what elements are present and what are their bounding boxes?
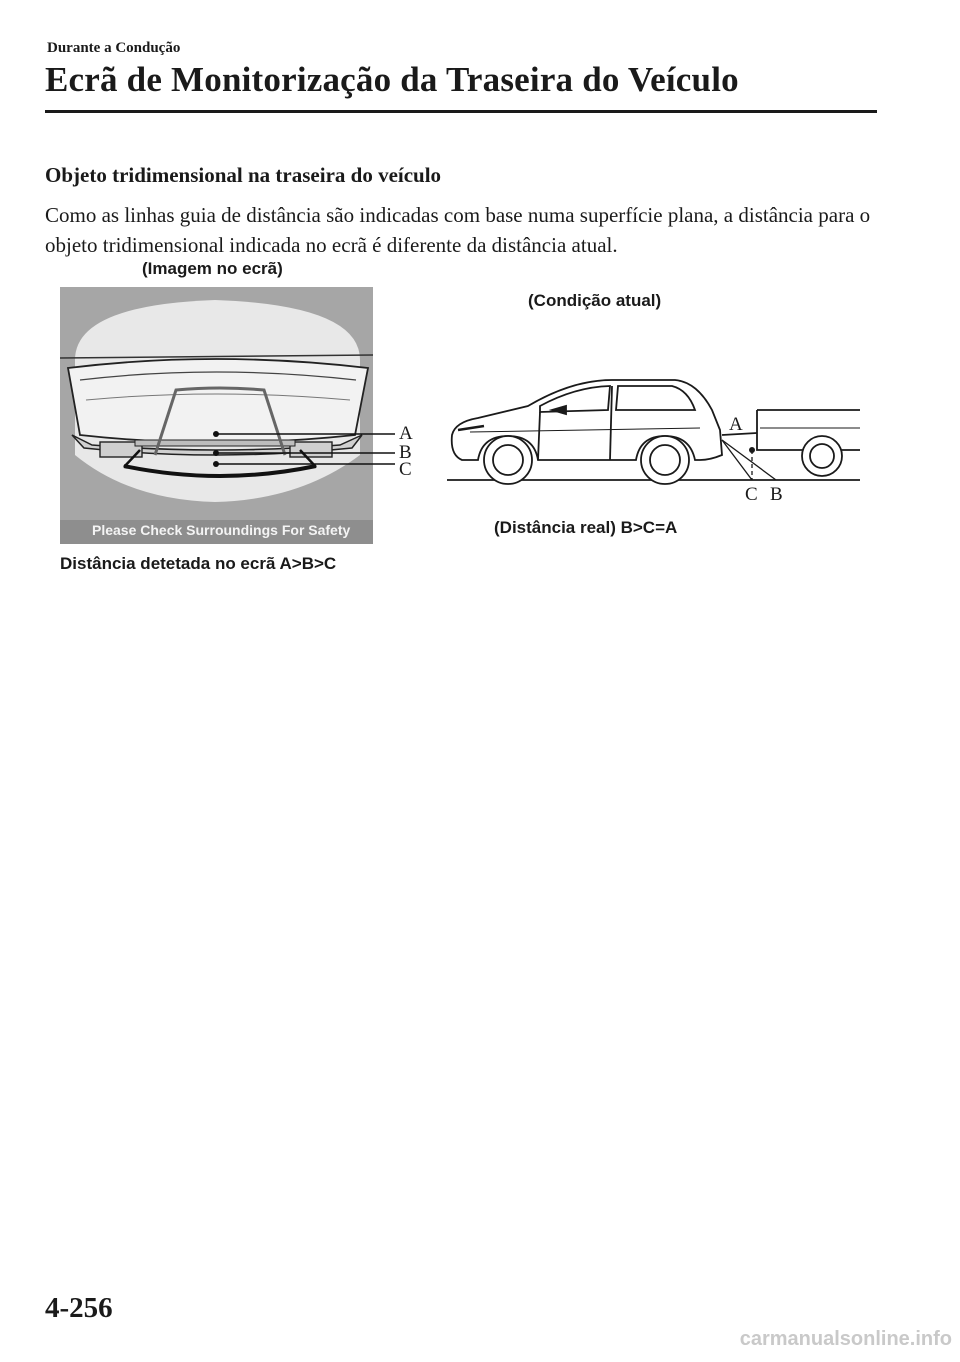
screen-marker-b: B <box>399 442 412 463</box>
actual-marker-a: A <box>729 414 743 435</box>
screen-distance-caption: Distância detetada no ecrã A>B>C <box>60 554 337 573</box>
actual-marker-c: C <box>745 484 758 505</box>
screen-caption: (Imagem no ecrã) <box>142 259 283 278</box>
camera-screen <box>60 287 395 544</box>
actual-condition <box>447 380 860 484</box>
screen-marker-c: C <box>399 459 412 480</box>
title-rule <box>45 110 877 113</box>
subheading: Objeto tridimensional na traseira do veículo <box>45 163 442 187</box>
actual-caption: (Condição atual) <box>528 291 662 310</box>
actual-distance-caption: (Distância real) B>C=A <box>494 518 678 537</box>
watermark: carmanualsonline.info <box>739 1328 952 1350</box>
page-title: Ecrã de Monitorização da Traseira do Veículo <box>45 60 739 99</box>
screen-banner: Please Check Surroundings For Safety <box>92 522 351 538</box>
figure <box>0 250 960 590</box>
page-number: 4-256 <box>45 1292 113 1324</box>
actual-marker-b: B <box>770 484 783 505</box>
screen-marker-a: A <box>399 423 413 444</box>
section-label: Durante a Condução <box>47 40 181 56</box>
figure-drawing <box>0 250 960 590</box>
body-paragraph: Como as linhas guia de distância são indicadas com base numa superfície plana, a distância para o objeto tridimensional indicada no ecrã é diferente da distância atual. <box>45 203 871 257</box>
